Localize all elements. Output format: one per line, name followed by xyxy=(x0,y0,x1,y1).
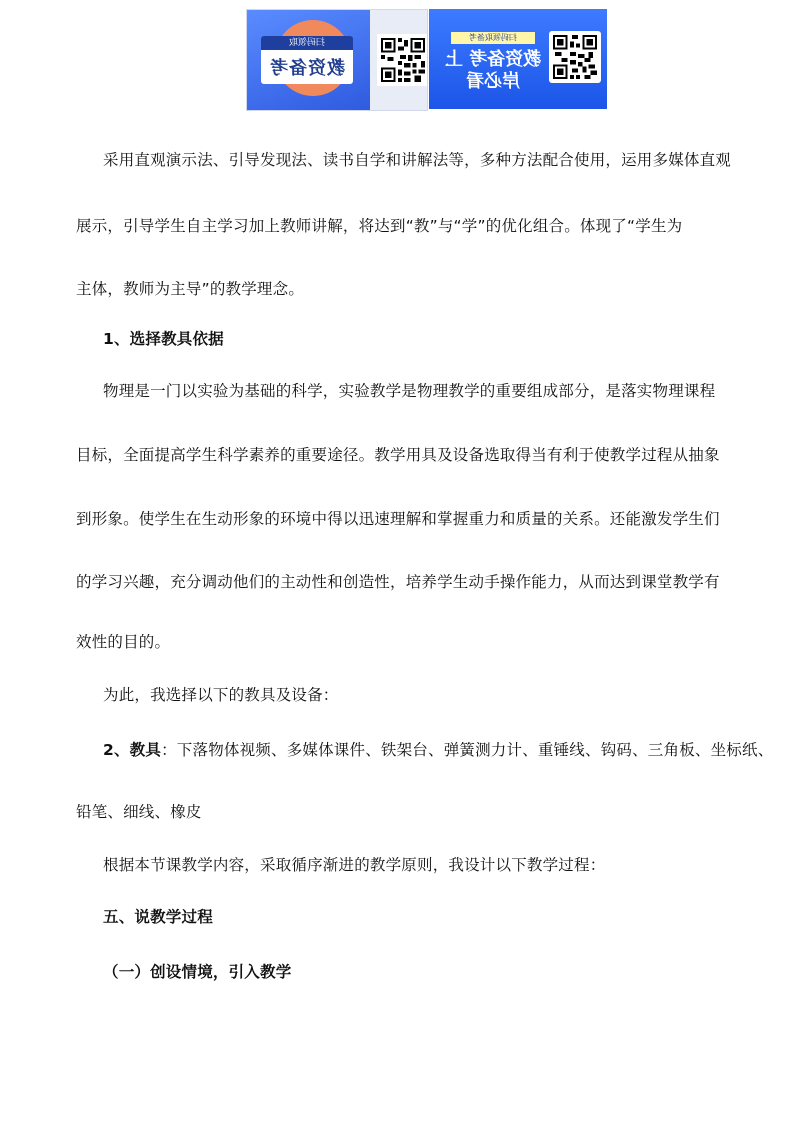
banner-right-title: 教资备考 上岸必看 xyxy=(444,49,542,92)
paragraph-line: 铅笔、细线、橡皮 xyxy=(76,803,202,821)
paragraph-line: 根据本节课教学内容，采取循序渐进的教学原则，我设计以下教学过程： xyxy=(103,856,606,874)
promo-banner-left[interactable] xyxy=(246,9,428,111)
paragraph-line: 到形象。使学生在生动形象的环境中得以迅速理解和掌握重力和质量的关系。还能激发学生们 xyxy=(76,510,720,528)
item-text: ：下落物体视频、多媒体课件、铁架台、弹簧测力计、重锤线、钩码、三角板、坐标纸、 xyxy=(161,741,774,759)
qr-code-icon[interactable] xyxy=(549,31,601,83)
banner-card-title: 教资备考 xyxy=(269,58,345,79)
qr-code-icon[interactable] xyxy=(377,34,428,86)
banner-right-label: 扫码领取备考 xyxy=(451,32,535,44)
paragraph-line: 的学习兴趣，充分调动他们的主动性和创造性，培养学生动手操作能力，从而达到课堂教学有 xyxy=(76,573,720,591)
paragraph-line: 展示，引导学生自主学习加上教师讲解，将达到“教”与“学”的优化组合。体现了“学生为 xyxy=(76,217,683,235)
item-label: 2、教具 xyxy=(103,741,162,759)
paragraph-line: 效性的目的。 xyxy=(76,633,171,651)
paragraph-line: 采用直观演示法、引导发现法、读书自学和讲解法等，多种方法配合使用，运用多媒体直观 xyxy=(103,151,732,169)
subsection-heading: （一）创设情境，引入教学 xyxy=(103,963,292,981)
paragraph-line: 物理是一门以实验为基础的科学，实验教学是物理教学的重要组成部分，是落实物理课程 xyxy=(103,382,716,400)
paragraph-line xyxy=(103,740,774,760)
promo-banner-right[interactable] xyxy=(429,9,607,109)
paragraph-line: 为此，我选择以下的教具及设备： xyxy=(103,686,339,704)
section-heading: 五、说教学过程 xyxy=(103,908,213,926)
banner-card-label: 扫码领取 xyxy=(261,36,353,50)
paragraph-line: 主体，教师为主导”的教学理念。 xyxy=(76,280,305,298)
section-heading: 1、选择教具依据 xyxy=(103,330,224,348)
paragraph-line: 目标，全面提高学生科学素养的重要途径。教学用具及设备选取得当有利于使教学过程从抽象 xyxy=(76,446,720,464)
